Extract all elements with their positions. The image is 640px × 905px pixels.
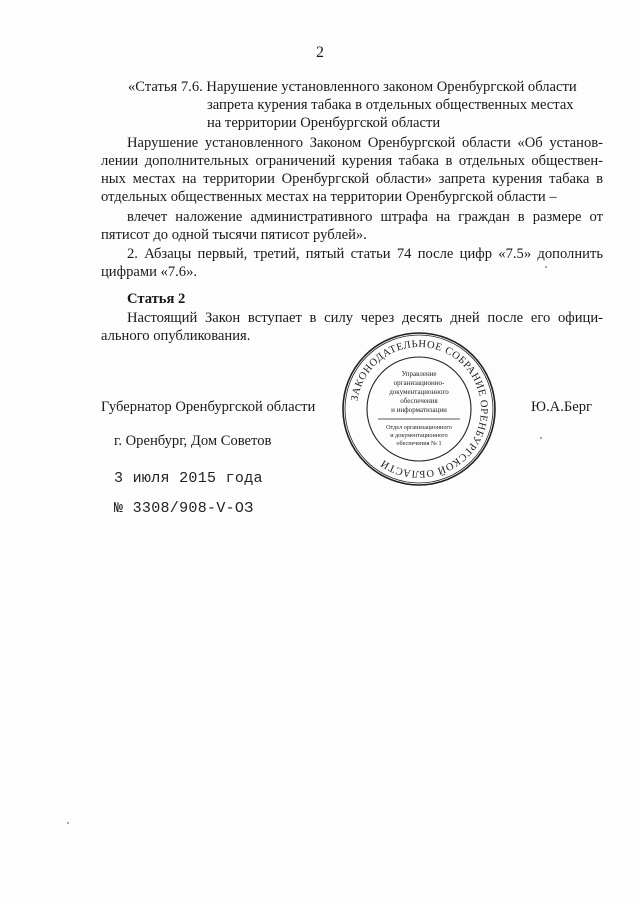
- svg-text:и документационного: и документационного: [390, 432, 448, 439]
- svg-text:обеспечения: обеспечения: [400, 397, 438, 405]
- article-2-line1: Настоящий Закон вступает в силу через десять дней после его офици-: [127, 310, 603, 326]
- article-2-line2: ального опубликования.: [101, 328, 251, 344]
- article-7-6-penalty-line1: влечет наложение административного штрафа на граждан в размере от: [127, 209, 603, 225]
- article-7-6-title-line2: запрета курения табака в отдельных общественных местах: [207, 97, 574, 113]
- svg-text:Управление: Управление: [401, 370, 437, 378]
- svg-text:и информатизации: и информатизации: [391, 406, 447, 414]
- item-2-line2: цифрами «7.6».: [101, 264, 198, 280]
- article-7-6-title-line1: «Статья 7.6. Нарушение установленного законом Оренбургской области: [128, 79, 577, 95]
- page-number: 2: [316, 44, 324, 61]
- scan-speck: [540, 437, 542, 439]
- svg-text:документационного: документационного: [389, 388, 449, 396]
- signing-place: г. Оренбург, Дом Советов: [114, 433, 272, 449]
- svg-text:ЗАКОНОДАТЕЛЬНОЕ СОБРАНИЕ ОРЕНБ: ЗАКОНОДАТЕЛЬНОЕ СОБРАНИЕ ОРЕНБУРГСКОЙ ОБЛАСТИ: [349, 338, 490, 480]
- article-7-6-body-line4: отдельных общественных местах на территории Оренбургской области –: [101, 189, 557, 205]
- article-7-6-body-line3: ных местах на территории Оренбургской области» запрета курения табака в: [101, 171, 603, 187]
- article-7-6-penalty-line2: пятисот до одной тысячи пятисот рублей».: [101, 227, 367, 243]
- svg-text:организационно-: организационно-: [393, 379, 445, 387]
- item-2-line1: 2. Абзацы первый, третий, пятый статьи 74 после цифр «7.5» дополнить: [127, 246, 603, 262]
- article-7-6-body-line2: лении дополнительных ограничений курения табака в отдельных обществен-: [101, 153, 603, 169]
- official-seal: [340, 330, 498, 488]
- scan-speck: [545, 266, 547, 268]
- law-number: № 3308/908-V-ОЗ: [114, 500, 254, 517]
- article-2-heading: Статья 2: [127, 291, 186, 307]
- article-7-6-title-line3: на территории Оренбургской области: [207, 115, 441, 131]
- governor-name: Ю.А.Берг: [531, 399, 592, 415]
- article-7-6-body-line1: Нарушение установленного Законом Оренбургской области «Об установ-: [127, 135, 603, 151]
- scan-speck: [67, 822, 69, 824]
- svg-text:обеспечения № 1: обеспечения № 1: [396, 440, 442, 447]
- svg-text:Отдел организационного: Отдел организационного: [386, 424, 452, 431]
- law-date: 3 июля 2015 года: [114, 470, 263, 487]
- governor-title: Губернатор Оренбургской области: [101, 399, 316, 415]
